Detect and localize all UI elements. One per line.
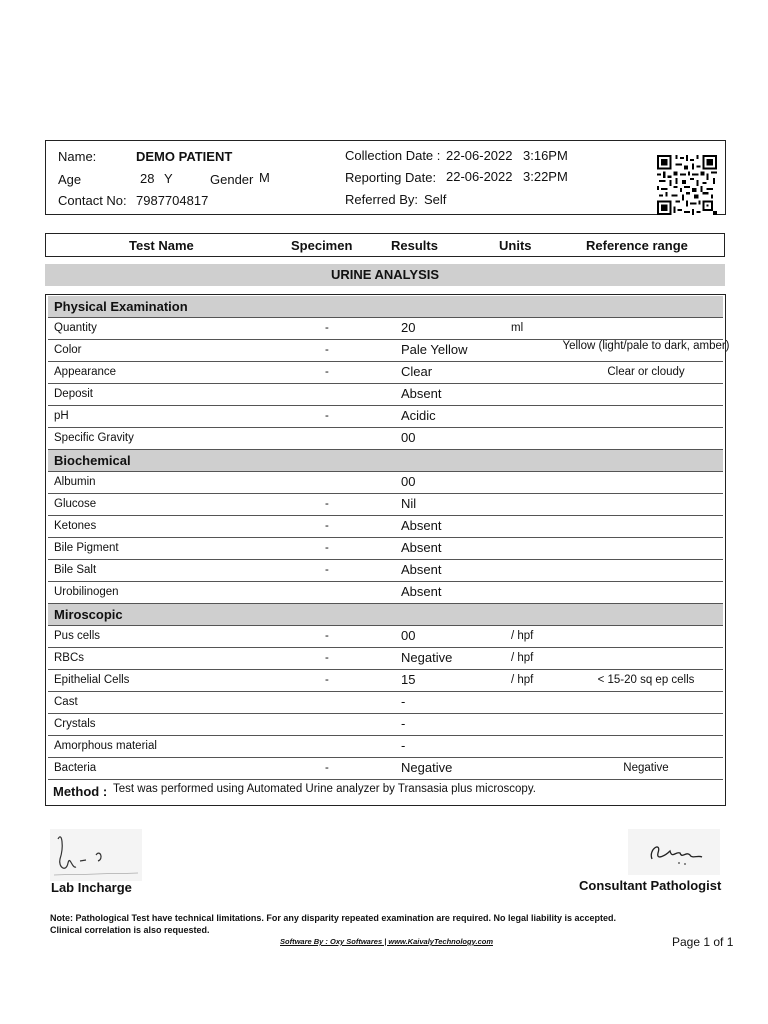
collection-time: 3:16PM	[523, 148, 568, 163]
test-name-cell: Ketones	[54, 520, 97, 532]
method-label: Method :	[53, 784, 108, 799]
name-label: Name:	[58, 149, 97, 164]
col-results: Results	[391, 238, 438, 253]
result-value-cell: Nil	[401, 496, 417, 511]
referred-by-label: Referred By:	[345, 192, 418, 207]
method-row	[48, 780, 723, 805]
result-row	[48, 384, 723, 406]
test-name-cell: Cast	[54, 696, 78, 708]
reference-range-cell: Yellow (light/pale to dark, amber)	[562, 340, 730, 352]
specimen-cell: -	[325, 498, 329, 510]
contact-label: Contact No:	[58, 193, 127, 208]
result-value-cell: Absent	[401, 584, 442, 599]
test-name-cell: Amorphous material	[54, 740, 157, 752]
reference-range-cell: < 15-20 sq ep cells	[597, 674, 695, 686]
method-text: Test was performed using Automated Urine analyzer by Transasia plus microscopy.	[113, 783, 536, 795]
result-value-cell: Absent	[401, 562, 442, 577]
specimen-cell: -	[325, 520, 329, 532]
specimen-cell: -	[325, 410, 329, 422]
result-row	[48, 340, 730, 362]
result-value-cell: -	[401, 716, 406, 731]
result-row	[48, 758, 723, 780]
result-value-cell: 00	[401, 430, 416, 445]
test-name-cell: Pus cells	[54, 630, 101, 642]
test-name-cell: pH	[54, 410, 69, 422]
result-row	[48, 648, 723, 670]
col-reference: Reference range	[586, 238, 688, 253]
footer-note-line1: Note: Pathological Test have technical limitations. For any disparity repeated examination are required. No legal liability is accepted.	[50, 913, 616, 923]
test-name-cell: Color	[54, 344, 82, 356]
unit-cell: ml	[511, 322, 524, 334]
result-row	[48, 472, 723, 494]
specimen-cell: -	[325, 652, 329, 664]
test-name-cell: Quantity	[54, 322, 97, 334]
test-name-cell: Deposit	[54, 388, 93, 400]
result-row	[48, 582, 723, 604]
test-name-cell: Glucose	[54, 498, 97, 510]
lab-incharge-label: Lab Incharge	[51, 880, 132, 895]
patient-info-box	[45, 140, 726, 215]
result-value-cell: Clear	[401, 364, 433, 379]
pathologist-signature	[628, 829, 720, 875]
reference-range-cell: Negative	[623, 762, 669, 774]
result-row	[48, 538, 723, 560]
unit-cell: / hpf	[511, 630, 534, 642]
specimen-cell: -	[325, 344, 329, 356]
specimen-cell: -	[325, 674, 329, 686]
footer-note	[50, 912, 710, 936]
result-row	[48, 494, 723, 516]
test-name-cell: Urobilinogen	[54, 586, 119, 598]
result-row	[48, 428, 723, 450]
specimen-cell: -	[325, 630, 329, 642]
col-test-name: Test Name	[129, 238, 194, 253]
lab-incharge-signature	[50, 829, 142, 881]
result-row	[48, 692, 723, 714]
patient-age-unit: Y	[164, 171, 173, 186]
result-row	[48, 560, 723, 582]
test-name-cell: Bile Salt	[54, 564, 97, 576]
specimen-cell: -	[325, 762, 329, 774]
result-value-cell: Absent	[401, 518, 442, 533]
result-value-cell: 15	[401, 672, 416, 687]
reporting-date: 22-06-2022	[446, 169, 513, 184]
section-title: URINE ANALYSIS	[330, 267, 440, 282]
reporting-time: 3:22PM	[523, 169, 568, 184]
result-value-cell: Absent	[401, 540, 442, 555]
collection-date: 22-06-2022	[446, 148, 513, 163]
test-name-cell: Bile Pigment	[54, 542, 119, 554]
test-name-cell: Epithelial Cells	[54, 674, 130, 686]
test-name-cell: Bacteria	[54, 762, 97, 774]
column-header	[45, 233, 725, 257]
result-row	[48, 714, 723, 736]
result-row	[48, 516, 723, 538]
test-name-cell: Crystals	[54, 718, 96, 730]
patient-age: 28	[140, 171, 155, 186]
results-table	[45, 294, 730, 806]
reference-range-cell: Clear or cloudy	[607, 366, 685, 378]
col-units: Units	[499, 238, 532, 253]
col-specimen: Specimen	[291, 238, 353, 253]
patient-gender: M	[259, 170, 270, 185]
result-value-cell: Negative	[401, 760, 453, 775]
group-header: Miroscopic	[48, 604, 723, 626]
result-row	[48, 406, 723, 428]
page-number: Page 1 of 1	[672, 935, 734, 949]
gender-label: Gender	[210, 172, 254, 187]
unit-cell: / hpf	[511, 674, 534, 686]
group-header: Biochemical	[48, 450, 723, 472]
consultant-pathologist-label: Consultant Pathologist	[579, 878, 722, 893]
results-groups	[48, 296, 730, 780]
result-value-cell: Acidic	[401, 408, 436, 423]
result-row	[48, 626, 723, 648]
result-row	[48, 736, 723, 758]
group-header: Physical Examination	[48, 296, 723, 318]
result-row	[48, 670, 723, 692]
age-label: Age	[58, 172, 82, 187]
result-value-cell: Absent	[401, 386, 442, 401]
section-title-band	[45, 264, 725, 286]
reporting-date-label: Reporting Date:	[345, 170, 437, 185]
patient-contact: 7987704817	[136, 193, 209, 208]
result-value-cell: Negative	[401, 650, 453, 665]
collection-date-label: Collection Date :	[345, 148, 441, 163]
result-value-cell: -	[401, 694, 406, 709]
test-name-cell: Specific Gravity	[54, 432, 134, 444]
specimen-cell: -	[325, 366, 329, 378]
result-value-cell: 00	[401, 474, 416, 489]
software-credit-link[interactable]: Software By : Oxy Softwares | www.KaivalyTechnology.com	[280, 937, 493, 946]
result-value-cell: 20	[401, 320, 416, 335]
patient-name: DEMO PATIENT	[136, 149, 233, 164]
test-name-cell: Albumin	[54, 476, 96, 488]
test-name-cell: RBCs	[54, 652, 85, 664]
footer-note-line2: Clinical correlation is also requested.	[50, 925, 210, 935]
qr-code	[657, 155, 717, 215]
result-row	[48, 362, 723, 384]
unit-cell: / hpf	[511, 652, 534, 664]
result-value-cell: -	[401, 738, 406, 753]
specimen-cell: -	[325, 564, 329, 576]
specimen-cell: -	[325, 322, 329, 334]
test-name-cell: Appearance	[54, 366, 117, 378]
specimen-cell: -	[325, 542, 329, 554]
result-value-cell: 00	[401, 628, 416, 643]
result-row	[48, 318, 723, 340]
referred-by: Self	[424, 192, 447, 207]
result-value-cell: Pale Yellow	[401, 342, 468, 357]
